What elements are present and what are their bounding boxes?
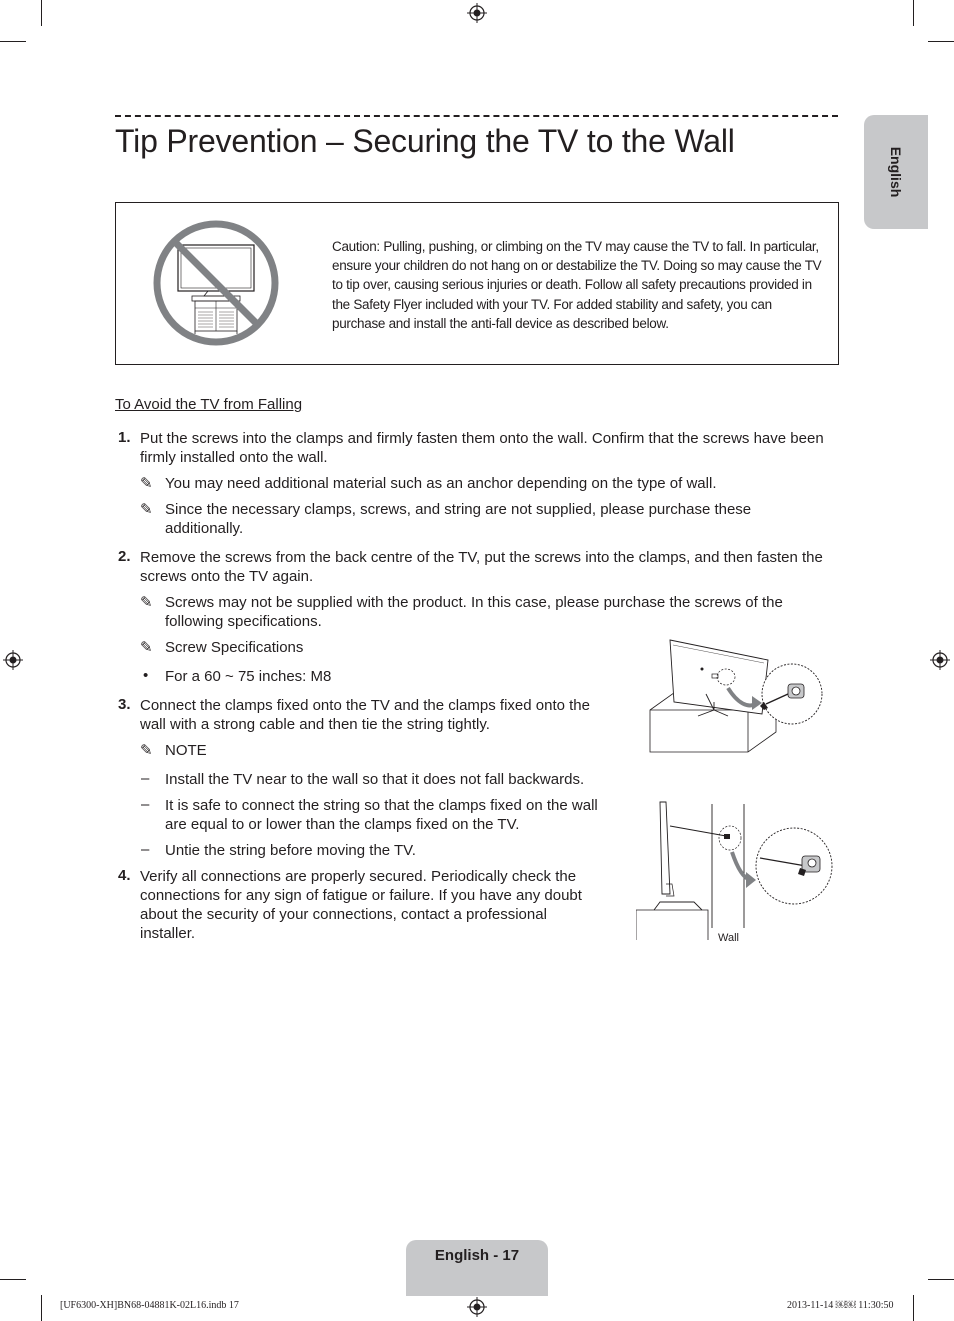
print-slug-right: 2013-11-14 ￼￼ 11:30:50 [787,1300,894,1311]
step-number: 2. [118,548,131,565]
note-text: Since the necessary clamps, screws, and string are not supplied, please purchase these additionally. [165,501,752,537]
page-number-tab [406,1240,548,1296]
note-text: Screw Specifications [165,639,304,656]
crop-mark [928,41,954,42]
note-icon: ✎ [140,475,153,492]
crop-mark [913,1295,914,1321]
registration-mark-icon [930,650,950,670]
step-number: 1. [118,429,131,446]
page-title: Tip Prevention – Securing the TV to the Wall [115,123,735,159]
bullet-icon: • [143,667,149,684]
no-tv-on-stand-icon [152,219,280,347]
crop-mark [41,1295,42,1321]
dash-icon: – [141,796,150,813]
print-slug-left: [UF6300-XH]BN68-04881K-02L16.indb 17 [60,1300,239,1311]
crop-mark [928,1279,954,1280]
bullet-text: For a 60 ~ 75 inches: M8 [165,668,332,685]
crop-mark [0,1279,26,1280]
title-rule [115,115,838,117]
caution-text: Caution: Pulling, pushing, or climbing on the TV may cause the TV to fall. In particular, ensure your children do not hang on or destabilize the TV. Doing so may cause the TV to tip over, causing serious injuries or death. Follow all safety precautions provided in the Safety Flyer included with your TV. For added stability and safety, you can purchase and install the anti-fall device as described below. [332,239,822,331]
registration-mark-icon [467,3,487,23]
step-text: Verify all connections are properly secured. Periodically check the connections for any sign of fatigue or failure. If you have any doubt about the security of your connections, contact a professional installer. [140,868,582,942]
section-heading: To Avoid the TV from Falling [115,396,303,413]
step-text: Remove the screws from the back centre of the TV, put the screws into the clamps, and then fasten the screws onto the TV again. [140,549,823,585]
registration-mark-icon [3,650,23,670]
note-icon: ✎ [140,639,153,656]
page-number-label: English - 17 [434,1247,520,1264]
language-tab [864,115,928,229]
registration-mark-icon [467,1297,487,1317]
caution-box [115,202,839,365]
step-text: Connect the clamps fixed onto the TV and the clamps fixed onto the wall with a strong cable and then tie the string tightly. [140,697,590,733]
note-text: You may need additional material such as an anchor depending on the type of wall. [165,475,717,492]
dash-text: It is safe to connect the string so that the clamps fixed on the wall are equal to or lower than the clamps fixed on the TV. [165,797,598,833]
tv-clamp-illustration [640,632,840,787]
note-text: Screws may not be supplied with the product. In this case, please purchase the screws of the following specifications. [165,594,783,630]
note-icon: ✎ [140,742,153,759]
crop-mark [41,0,42,26]
crop-mark [0,41,26,42]
note-icon: ✎ [140,594,153,611]
wall-label: Wall [718,932,739,944]
dash-text: Install the TV near to the wall so that it does not fall backwards. [165,771,585,788]
step-text: Put the screws into the clamps and firmly fasten them onto the wall. Confirm that the screws have been firmly installed onto the wall. [140,430,824,466]
wall-clamp-illustration [636,798,840,940]
note-icon: ✎ [140,501,153,518]
step-number: 3. [118,696,131,713]
dash-icon: – [141,770,150,787]
step-number: 4. [118,867,131,884]
note-label: NOTE [165,742,207,759]
crop-mark [913,0,914,26]
dash-text: Untie the string before moving the TV. [165,842,416,859]
dash-icon: – [141,841,150,858]
language-tab-label: English [888,146,904,198]
